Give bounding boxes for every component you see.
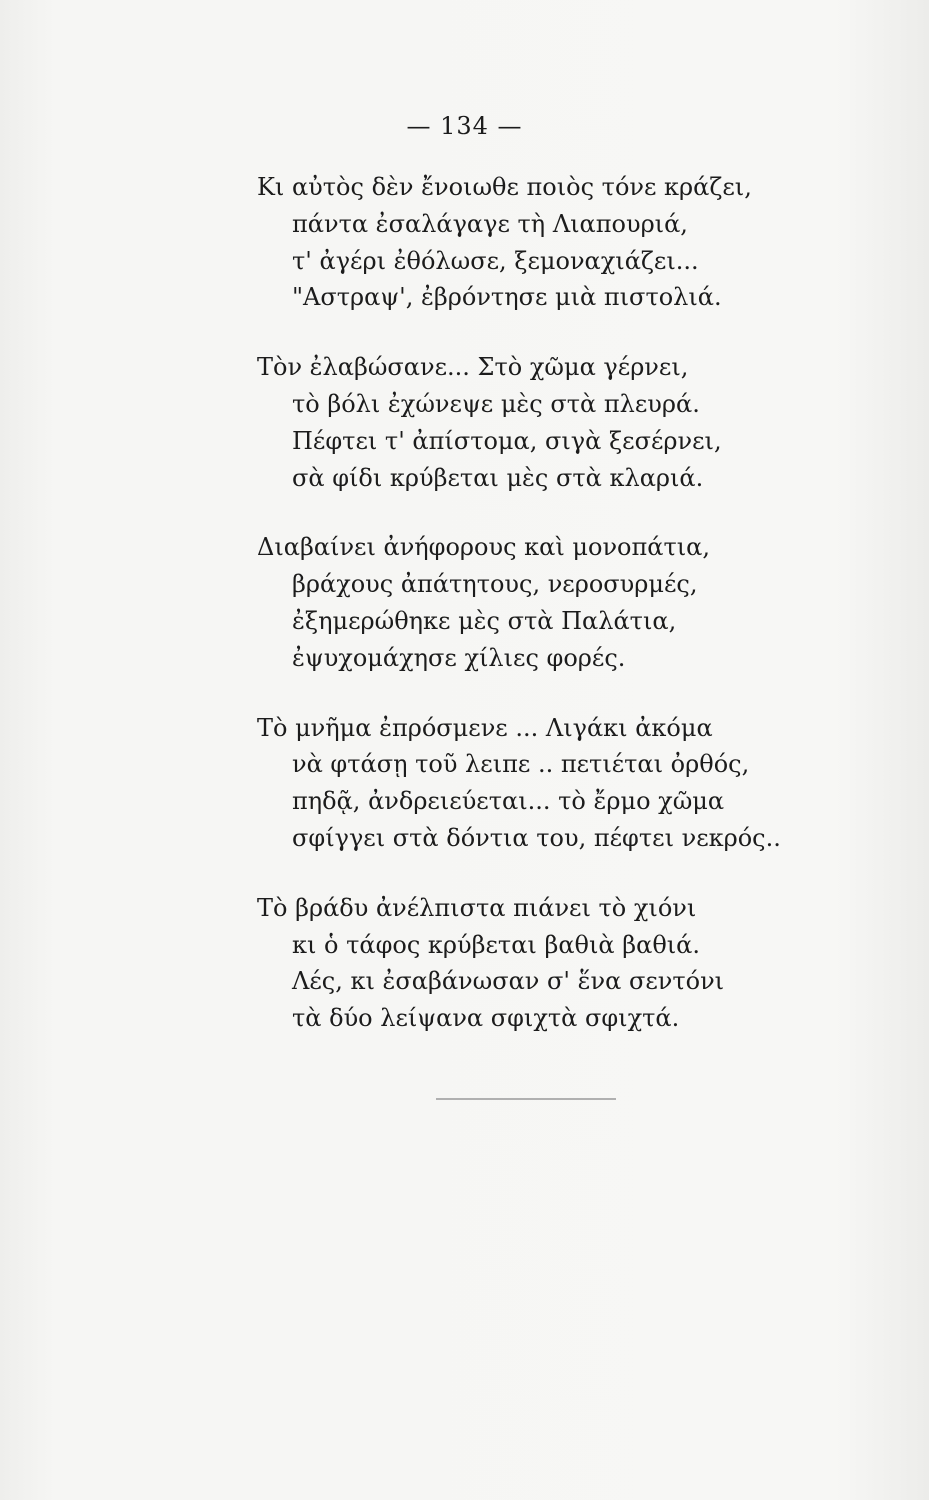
stanza-3 xyxy=(257,529,777,676)
poem-line: σὰ φίδι κρύβεται μὲς στὰ κλαριά. xyxy=(292,463,704,492)
poem-line: σφίγγει στὰ δόντια του, πέφτει νεκρός.. xyxy=(292,823,781,852)
poem-line: Πέφτει τ' ἀπίστομα, σιγὰ ξεσέρνει, xyxy=(292,426,722,455)
stanza-4 xyxy=(257,710,781,857)
poem-line: τὸ βόλι ἐχώνεψε μὲς στὰ πλευρά. xyxy=(292,389,700,418)
poem xyxy=(257,169,781,1070)
stanza-2 xyxy=(257,349,777,496)
page-number: — 134 — xyxy=(406,112,523,140)
stanza-1 xyxy=(257,169,777,316)
poem-line: "Αστραψ', ἐβρόντησε μιὰ πιστολιά. xyxy=(292,283,722,312)
poem-line: πηδᾷ, ἀνδρειεύεται... τὸ ἔρμο χῶμα xyxy=(292,787,725,816)
poem-line: τ' ἀγέρι ἐθόλωσε, ξεμοναχιάζει... xyxy=(292,246,699,275)
poem-line: Τὸν ἐλαβώσανε... Στὸ χῶμα γέρνει, xyxy=(257,353,689,382)
poem-line: ἐψυχομάχησε χίλιες φορές. xyxy=(292,643,626,672)
stanza-5 xyxy=(257,890,777,1037)
poem-line: Διαβαίνει ἀνήφορους καὶ μονοπάτια, xyxy=(257,533,710,562)
poem-line: Τὸ βράδυ ἀνέλπιστα πιάνει τὸ χιόνι xyxy=(257,893,697,922)
poem-line: νὰ φτάσῃ τοῦ λειπε .. πετιέται ὀρθός, xyxy=(292,750,750,779)
show-through-rule xyxy=(436,1098,616,1100)
poem-line: Τὸ μνῆμα ἐπρόσμενε ... Λιγάκι ἀκόμα xyxy=(257,713,713,742)
poem-line: Λές, κι ἐσαβάνωσαν σ' ἕνα σεντόνι xyxy=(292,967,725,996)
poem-line: Κι αὐτὸς δὲν ἔνοιωθε ποιὸς τόνε κράζει, xyxy=(257,173,752,201)
poem-line: τὰ δύο λείψανα σφιχτὰ σφιχτά. xyxy=(292,1004,680,1033)
poem-line: ἐξημερώθηκε μὲς στὰ Παλάτια, xyxy=(292,606,677,635)
poem-line: κι ὁ τάφος κρύβεται βαθιὰ βαθιά. xyxy=(292,930,701,959)
poem-line: πάντα ἐσαλάγαγε τὴ Λιαπουριά, xyxy=(292,209,688,238)
poem-line: βράχους ἀπάτητους, νεροσυρμές, xyxy=(292,570,698,599)
